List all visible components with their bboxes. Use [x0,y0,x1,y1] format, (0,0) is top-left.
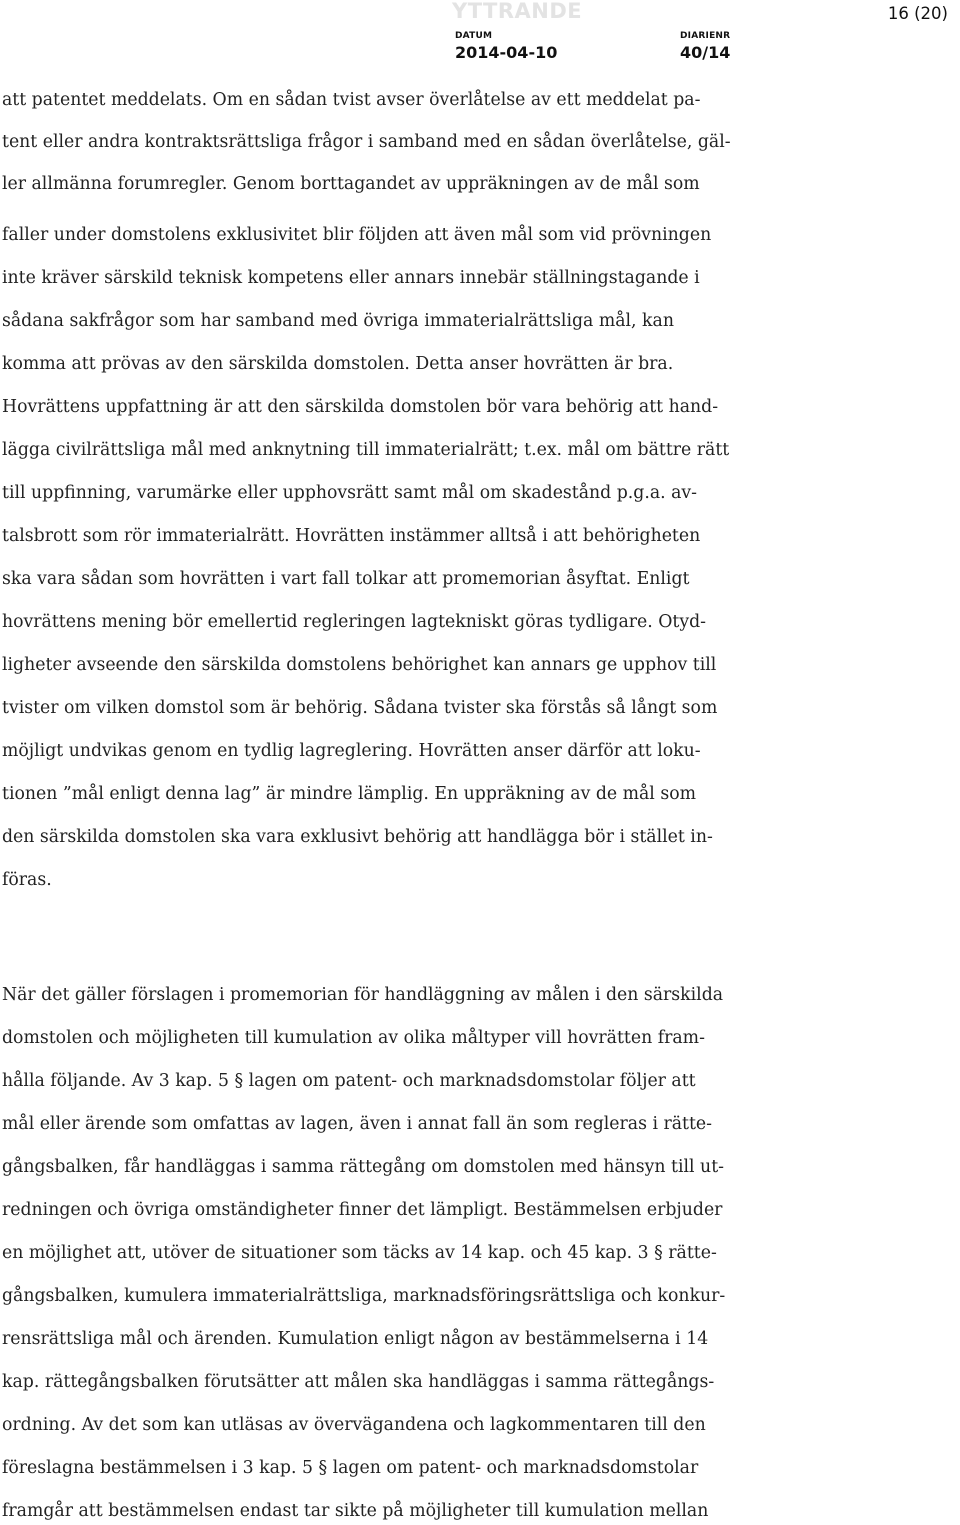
document-header [0,0,960,70]
text-line: redningen och övriga omständigheter finner det lämpligt. Bestämmelsen erbjuder [2,1200,723,1220]
diarienr-label: DIARIENR [680,31,731,41]
page-number: 16 (20) [887,4,948,23]
text-line: ligheter avseende den särskilda domstolens behörighet kan annars ge upphov till [2,655,717,675]
text-line: gångsbalken, kumulera immaterialrättsliga, marknadsföringsrättsliga och konkur- [2,1286,726,1306]
text-line: ska vara sådan som hovrätten i vart fall tolkar att promemorian åsyftat. Enligt [2,569,690,589]
document-type-title: YTTRANDE [452,0,583,23]
text-line: hålla följande. Av 3 kap. 5 § lagen om patent- och marknadsdomstolar följer att [2,1071,696,1091]
text-line: Hovrättens uppfattning är att den särskilda domstolen bör vara behörig att hand- [2,397,719,417]
text-line: kap. rättegångsbalken förutsätter att målen ska handläggas i samma rättegångs- [2,1372,715,1392]
text-line: komma att prövas av den särskilda domstolen. Detta anser hovrätten är bra. [2,354,674,374]
text-line: föras. [2,870,52,890]
text-line: lägga civilrättsliga mål med anknytning till immaterialrätt; t.ex. mål om bättre rätt [2,440,730,460]
text-line: till uppfinning, varumärke eller upphovsrätt samt mål om skadestånd p.g.a. av- [2,483,698,503]
text-line: en möjlighet att, utöver de situationer som täcks av 14 kap. och 45 kap. 3 § rätte- [2,1243,717,1263]
text-line: den särskilda domstolen ska vara exklusivt behörig att handlägga bör i stället in- [2,827,713,847]
text-line: sådana sakfrågor som har samband med övriga immaterialrättsliga mål, kan [2,311,674,331]
text-line: domstolen och möjligheten till kumulation av olika måltyper vill hovrätten fram- [2,1028,705,1048]
diarienr-value: 40/14 [680,43,731,62]
text-line: hovrättens mening bör emellertid regleringen lagtekniskt göras tydligare. Otyd- [2,612,706,632]
text-line: föreslagna bestämmelsen i 3 kap. 5 § lagen om patent- och marknadsdomstolar [2,1458,699,1478]
text-line: möjligt undvikas genom en tydlig lagreglering. Hovrätten anser därför att loku- [2,741,701,761]
text-line: inte kräver särskild teknisk kompetens eller annars innebär ställningstagande i [2,268,700,288]
text-line: rensrättsliga mål och ärenden. Kumulation enligt någon av bestämmelserna i 14 [2,1329,709,1349]
text-line: tvister om vilken domstol som är behörig. Sådana tvister ska förstås så långt som [2,698,718,718]
text-line: mål eller ärende som omfattas av lagen, även i annat fall än som regleras i rätte- [2,1114,712,1134]
text-line: att patentet meddelats. Om en sådan tvist avser överlåtelse av ett meddelat pa- [2,90,701,110]
text-line: framgår att bestämmelsen endast tar sikte på möjligheter till kumulation mellan [2,1501,709,1521]
text-line: gångsbalken, får handläggas i samma rättegång om domstolen med hänsyn till ut- [2,1157,724,1177]
datum-value: 2014-04-10 [455,43,558,62]
text-line: faller under domstolens exklusivitet blir följden att även mål som vid prövningen [2,225,712,245]
text-line: tionen ”mål enligt denna lag” är mindre lämplig. En uppräkning av de mål som [2,784,696,804]
text-line: tent eller andra kontraktsrättsliga frågor i samband med en sådan överlåtelse, gäl- [2,132,731,152]
text-line: talsbrott som rör immaterialrätt. Hovrätten instämmer alltså i att behörigheten [2,526,701,546]
text-line: När det gäller förslagen i promemorian för handläggning av målen i den särskilda [2,985,724,1005]
text-line: ler allmänna forumregler. Genom borttagandet av uppräkningen av de mål som [2,174,700,194]
datum-label: DATUM [455,31,493,41]
text-line: ordning. Av det som kan utläsas av övervägandena och lagkommentaren till den [2,1415,706,1435]
